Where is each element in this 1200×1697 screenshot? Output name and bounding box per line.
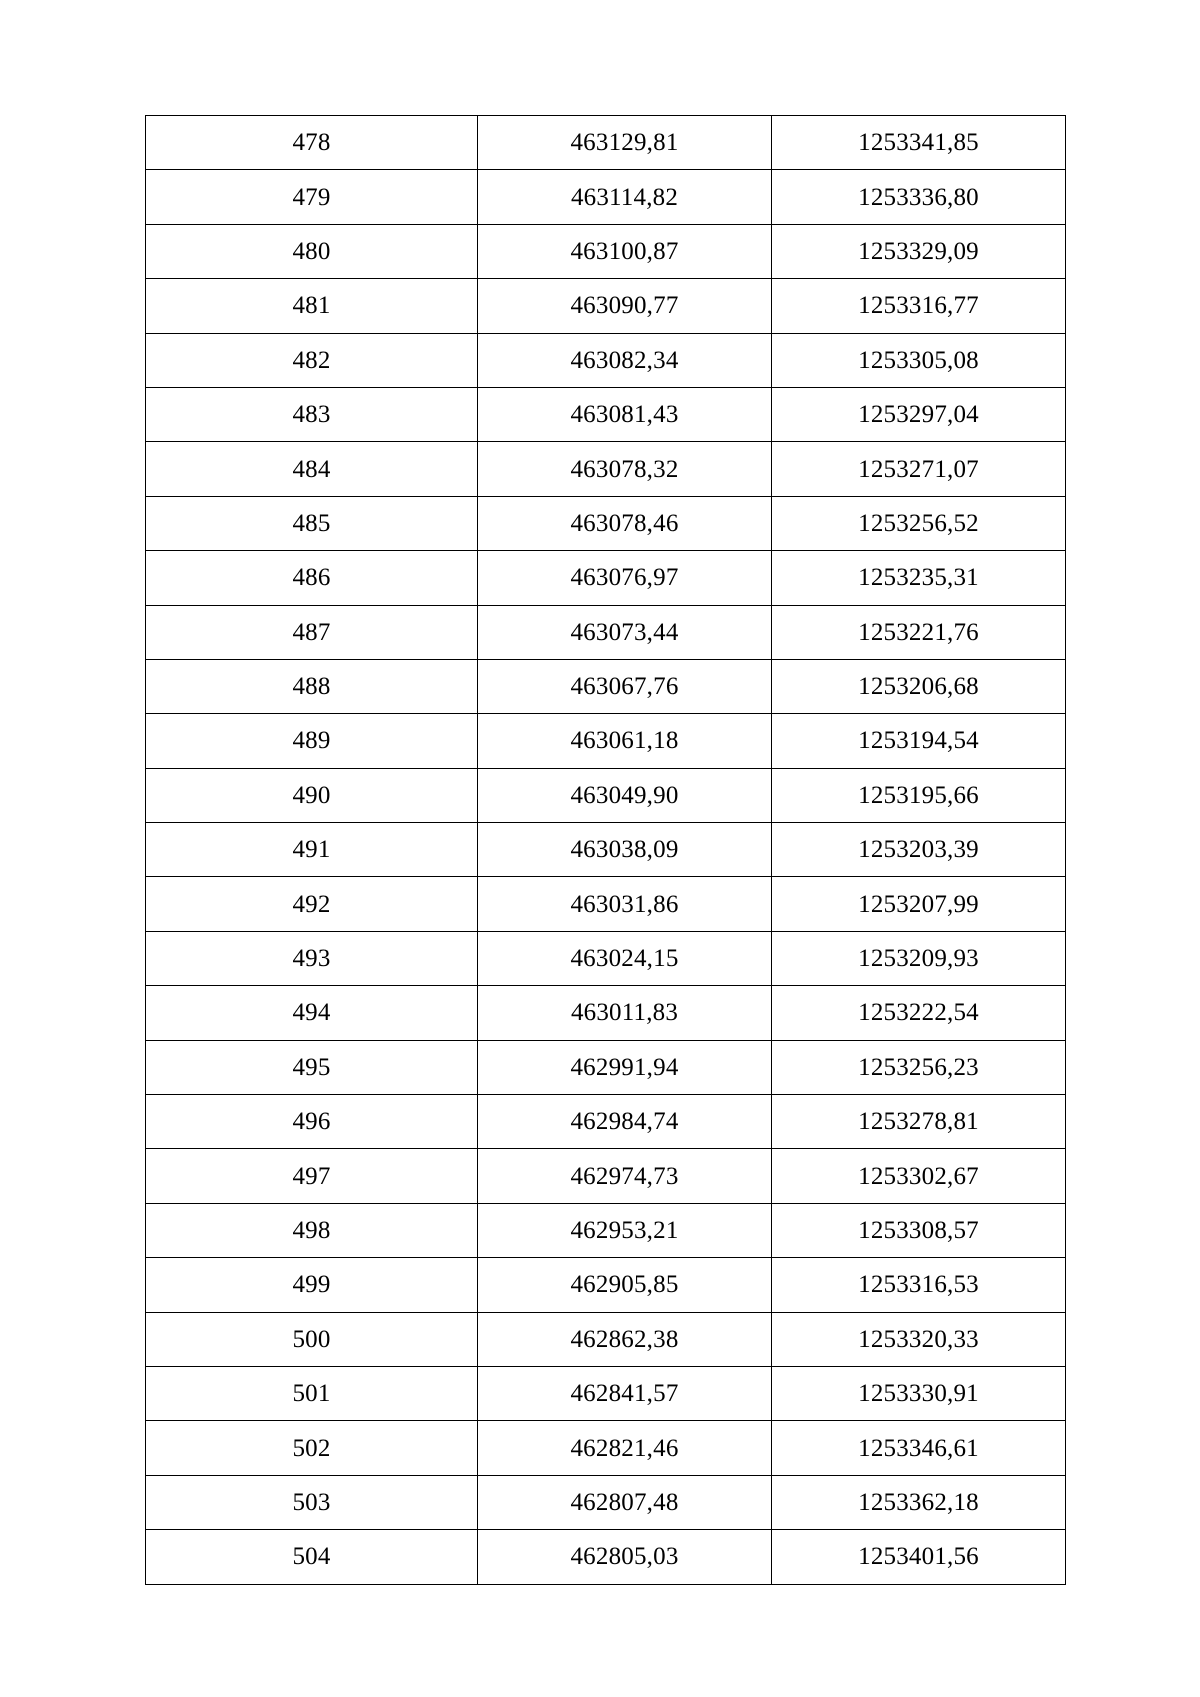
x-coordinate-cell: 462905,85 bbox=[478, 1258, 772, 1312]
table-row bbox=[146, 1149, 1066, 1203]
point-number-cell: 502 bbox=[146, 1421, 478, 1475]
y-coordinate-cell: 1253401,56 bbox=[772, 1530, 1066, 1584]
x-coordinate-cell: 462984,74 bbox=[478, 1095, 772, 1149]
point-number-cell: 482 bbox=[146, 333, 478, 387]
point-number-cell: 504 bbox=[146, 1530, 478, 1584]
y-coordinate-cell: 1253256,52 bbox=[772, 496, 1066, 550]
table-row bbox=[146, 387, 1066, 441]
y-coordinate-cell: 1253346,61 bbox=[772, 1421, 1066, 1475]
coordinates-table-body bbox=[146, 116, 1066, 1585]
x-coordinate-cell: 463100,87 bbox=[478, 224, 772, 278]
table-row bbox=[146, 1258, 1066, 1312]
table-row bbox=[146, 1475, 1066, 1529]
x-coordinate-cell: 462953,21 bbox=[478, 1203, 772, 1257]
y-coordinate-cell: 1253341,85 bbox=[772, 116, 1066, 170]
x-coordinate-cell: 463078,32 bbox=[478, 442, 772, 496]
point-number-cell: 496 bbox=[146, 1095, 478, 1149]
x-coordinate-cell: 463031,86 bbox=[478, 877, 772, 931]
table-row bbox=[146, 551, 1066, 605]
y-coordinate-cell: 1253330,91 bbox=[772, 1366, 1066, 1420]
point-number-cell: 485 bbox=[146, 496, 478, 550]
table-row bbox=[146, 116, 1066, 170]
point-number-cell: 489 bbox=[146, 714, 478, 768]
y-coordinate-cell: 1253203,39 bbox=[772, 823, 1066, 877]
table-row bbox=[146, 1312, 1066, 1366]
table-row bbox=[146, 823, 1066, 877]
y-coordinate-cell: 1253316,77 bbox=[772, 279, 1066, 333]
table-row bbox=[146, 1095, 1066, 1149]
y-coordinate-cell: 1253278,81 bbox=[772, 1095, 1066, 1149]
y-coordinate-cell: 1253316,53 bbox=[772, 1258, 1066, 1312]
table-row bbox=[146, 1530, 1066, 1584]
point-number-cell: 500 bbox=[146, 1312, 478, 1366]
y-coordinate-cell: 1253194,54 bbox=[772, 714, 1066, 768]
x-coordinate-cell: 463067,76 bbox=[478, 659, 772, 713]
x-coordinate-cell: 463114,82 bbox=[478, 170, 772, 224]
point-number-cell: 483 bbox=[146, 387, 478, 441]
point-number-cell: 497 bbox=[146, 1149, 478, 1203]
x-coordinate-cell: 463090,77 bbox=[478, 279, 772, 333]
x-coordinate-cell: 463011,83 bbox=[478, 986, 772, 1040]
y-coordinate-cell: 1253308,57 bbox=[772, 1203, 1066, 1257]
point-number-cell: 499 bbox=[146, 1258, 478, 1312]
y-coordinate-cell: 1253195,66 bbox=[772, 768, 1066, 822]
y-coordinate-cell: 1253256,23 bbox=[772, 1040, 1066, 1094]
table-row bbox=[146, 1421, 1066, 1475]
point-number-cell: 503 bbox=[146, 1475, 478, 1529]
table-row bbox=[146, 170, 1066, 224]
x-coordinate-cell: 463073,44 bbox=[478, 605, 772, 659]
table-row bbox=[146, 1040, 1066, 1094]
table-row bbox=[146, 605, 1066, 659]
y-coordinate-cell: 1253209,93 bbox=[772, 931, 1066, 985]
point-number-cell: 490 bbox=[146, 768, 478, 822]
table-row bbox=[146, 768, 1066, 822]
coordinates-table bbox=[145, 115, 1066, 1585]
point-number-cell: 484 bbox=[146, 442, 478, 496]
table-row bbox=[146, 877, 1066, 931]
x-coordinate-cell: 463082,34 bbox=[478, 333, 772, 387]
x-coordinate-cell: 463129,81 bbox=[478, 116, 772, 170]
x-coordinate-cell: 463061,18 bbox=[478, 714, 772, 768]
point-number-cell: 493 bbox=[146, 931, 478, 985]
table-row bbox=[146, 496, 1066, 550]
y-coordinate-cell: 1253235,31 bbox=[772, 551, 1066, 605]
point-number-cell: 494 bbox=[146, 986, 478, 1040]
y-coordinate-cell: 1253222,54 bbox=[772, 986, 1066, 1040]
y-coordinate-cell: 1253305,08 bbox=[772, 333, 1066, 387]
x-coordinate-cell: 463078,46 bbox=[478, 496, 772, 550]
x-coordinate-cell: 462807,48 bbox=[478, 1475, 772, 1529]
point-number-cell: 498 bbox=[146, 1203, 478, 1257]
point-number-cell: 480 bbox=[146, 224, 478, 278]
point-number-cell: 491 bbox=[146, 823, 478, 877]
table-row bbox=[146, 279, 1066, 333]
point-number-cell: 488 bbox=[146, 659, 478, 713]
x-coordinate-cell: 463038,09 bbox=[478, 823, 772, 877]
point-number-cell: 479 bbox=[146, 170, 478, 224]
point-number-cell: 486 bbox=[146, 551, 478, 605]
x-coordinate-cell: 463076,97 bbox=[478, 551, 772, 605]
x-coordinate-cell: 462821,46 bbox=[478, 1421, 772, 1475]
x-coordinate-cell: 462991,94 bbox=[478, 1040, 772, 1094]
point-number-cell: 492 bbox=[146, 877, 478, 931]
point-number-cell: 487 bbox=[146, 605, 478, 659]
table-row bbox=[146, 442, 1066, 496]
y-coordinate-cell: 1253320,33 bbox=[772, 1312, 1066, 1366]
y-coordinate-cell: 1253206,68 bbox=[772, 659, 1066, 713]
x-coordinate-cell: 463024,15 bbox=[478, 931, 772, 985]
point-number-cell: 481 bbox=[146, 279, 478, 333]
table-row bbox=[146, 1366, 1066, 1420]
table-row bbox=[146, 714, 1066, 768]
table-row bbox=[146, 224, 1066, 278]
x-coordinate-cell: 462805,03 bbox=[478, 1530, 772, 1584]
point-number-cell: 501 bbox=[146, 1366, 478, 1420]
y-coordinate-cell: 1253297,04 bbox=[772, 387, 1066, 441]
x-coordinate-cell: 463081,43 bbox=[478, 387, 772, 441]
table-row bbox=[146, 1203, 1066, 1257]
table-row bbox=[146, 931, 1066, 985]
x-coordinate-cell: 463049,90 bbox=[478, 768, 772, 822]
table-row bbox=[146, 659, 1066, 713]
y-coordinate-cell: 1253336,80 bbox=[772, 170, 1066, 224]
y-coordinate-cell: 1253271,07 bbox=[772, 442, 1066, 496]
point-number-cell: 495 bbox=[146, 1040, 478, 1094]
y-coordinate-cell: 1253207,99 bbox=[772, 877, 1066, 931]
x-coordinate-cell: 462862,38 bbox=[478, 1312, 772, 1366]
y-coordinate-cell: 1253302,67 bbox=[772, 1149, 1066, 1203]
table-row bbox=[146, 986, 1066, 1040]
y-coordinate-cell: 1253329,09 bbox=[772, 224, 1066, 278]
point-number-cell: 478 bbox=[146, 116, 478, 170]
table-row bbox=[146, 333, 1066, 387]
y-coordinate-cell: 1253362,18 bbox=[772, 1475, 1066, 1529]
x-coordinate-cell: 462841,57 bbox=[478, 1366, 772, 1420]
y-coordinate-cell: 1253221,76 bbox=[772, 605, 1066, 659]
x-coordinate-cell: 462974,73 bbox=[478, 1149, 772, 1203]
